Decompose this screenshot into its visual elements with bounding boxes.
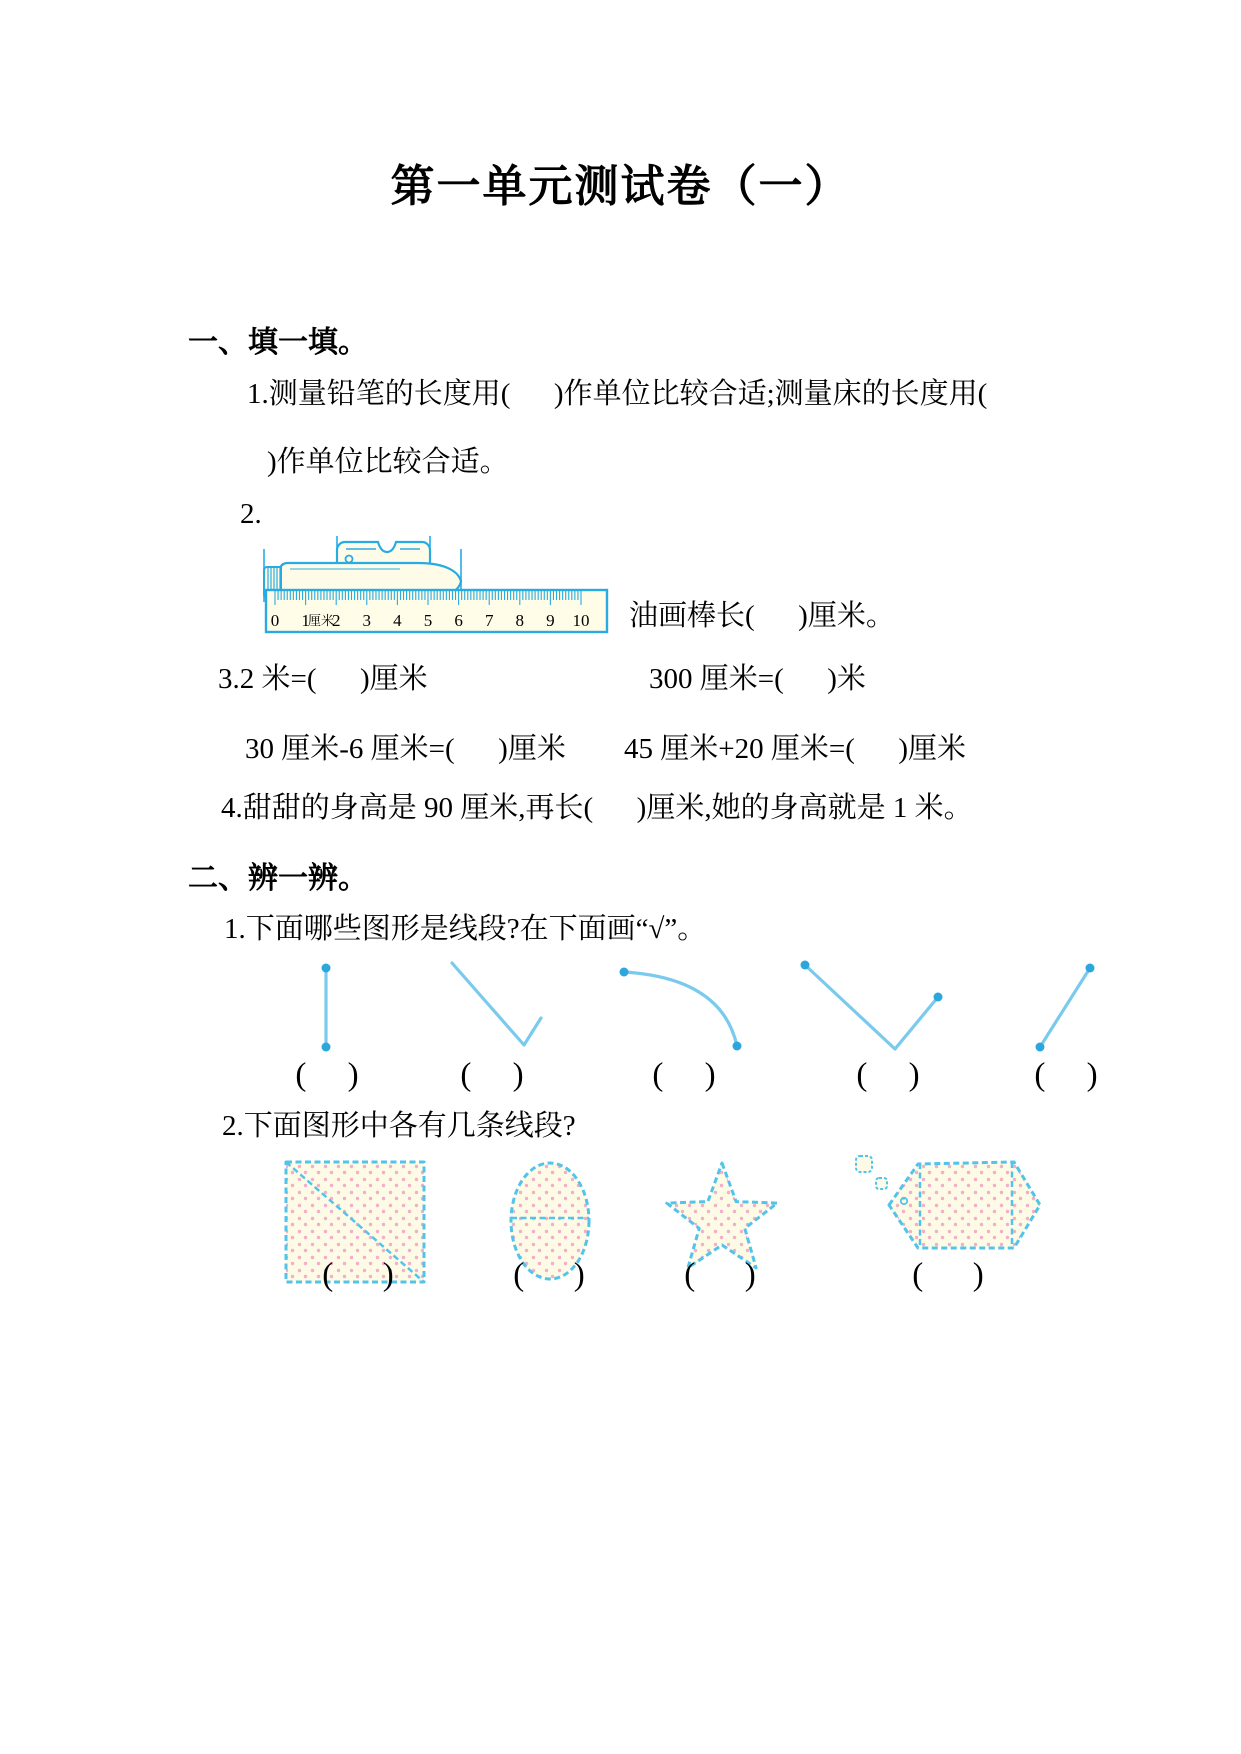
answer-blank: ( ) bbox=[652, 1057, 716, 1093]
segment-endpoint-dots bbox=[322, 961, 1095, 1052]
shape-fish-hexagon bbox=[856, 1156, 1040, 1248]
segment-figures bbox=[260, 950, 1120, 1060]
q3-row2-right: 45 厘米+20 厘米=( )厘米 bbox=[624, 733, 967, 765]
figure-curved-arc bbox=[624, 972, 737, 1046]
svg-text:8: 8 bbox=[515, 611, 525, 630]
answer-blank: ( ) bbox=[295, 1057, 359, 1093]
q1-line2: )作单位比较合适。 bbox=[267, 446, 509, 478]
answer-blank: ( ) bbox=[856, 1057, 920, 1093]
answer-blank: ( ) bbox=[513, 1257, 585, 1293]
figure-slanted-segment bbox=[1040, 968, 1090, 1047]
answer-blank: ( ) bbox=[1034, 1057, 1098, 1093]
svg-text:2: 2 bbox=[331, 611, 341, 630]
svg-text:3: 3 bbox=[362, 611, 372, 630]
answer-blank: ( ) bbox=[322, 1257, 394, 1293]
q4-text: 4.甜甜的身高是 90 厘米,再长( )厘米,她的身高就是 1 米。 bbox=[221, 792, 973, 824]
svg-text:7: 7 bbox=[484, 611, 494, 630]
s2-q1-prompt: 1.下面哪些图形是线段?在下面画“√”。 bbox=[224, 913, 707, 945]
q2-caption: 油画棒长( )厘米。 bbox=[629, 600, 895, 632]
q1-line1: 1.测量铅笔的长度用( )作单位比较合适;测量床的长度用( bbox=[247, 378, 988, 410]
section1-heading: 一、填一填。 bbox=[188, 326, 368, 359]
fish-bubble-small bbox=[876, 1178, 887, 1189]
figure-v-angle bbox=[805, 965, 938, 1049]
answer-blank: ( ) bbox=[684, 1257, 756, 1293]
answer-blank: ( ) bbox=[912, 1257, 984, 1293]
ruler bbox=[266, 590, 607, 632]
shape-five-pointed-star bbox=[667, 1163, 777, 1268]
answer-blank: ( ) bbox=[460, 1057, 524, 1093]
section2-heading: 二、辨一辨。 bbox=[188, 862, 368, 895]
svg-text:6: 6 bbox=[454, 611, 463, 630]
svg-text:10: 10 bbox=[572, 611, 590, 630]
svg-text:0: 0 bbox=[270, 611, 280, 630]
ruler-unit-label: 厘米 bbox=[307, 613, 335, 628]
svg-text:5: 5 bbox=[423, 611, 433, 630]
svg-text:4: 4 bbox=[393, 611, 402, 630]
s2-q2-prompt: 2.下面图形中各有几条线段? bbox=[222, 1110, 576, 1142]
fish-bubble-large bbox=[856, 1156, 872, 1172]
q2-number: 2. bbox=[240, 498, 262, 530]
q3-row1-left: 3.2 米=( )厘米 bbox=[218, 663, 428, 695]
svg-text:9: 9 bbox=[546, 611, 555, 630]
figure-bent-check-line bbox=[452, 963, 541, 1045]
page-title: 第一单元测试卷（一） bbox=[390, 162, 851, 211]
q3-row2-left: 30 厘米-6 厘米=( )厘米 bbox=[245, 733, 566, 765]
svg-text:1: 1 bbox=[301, 611, 310, 630]
q3-row1-right: 300 厘米=( )米 bbox=[649, 663, 866, 695]
